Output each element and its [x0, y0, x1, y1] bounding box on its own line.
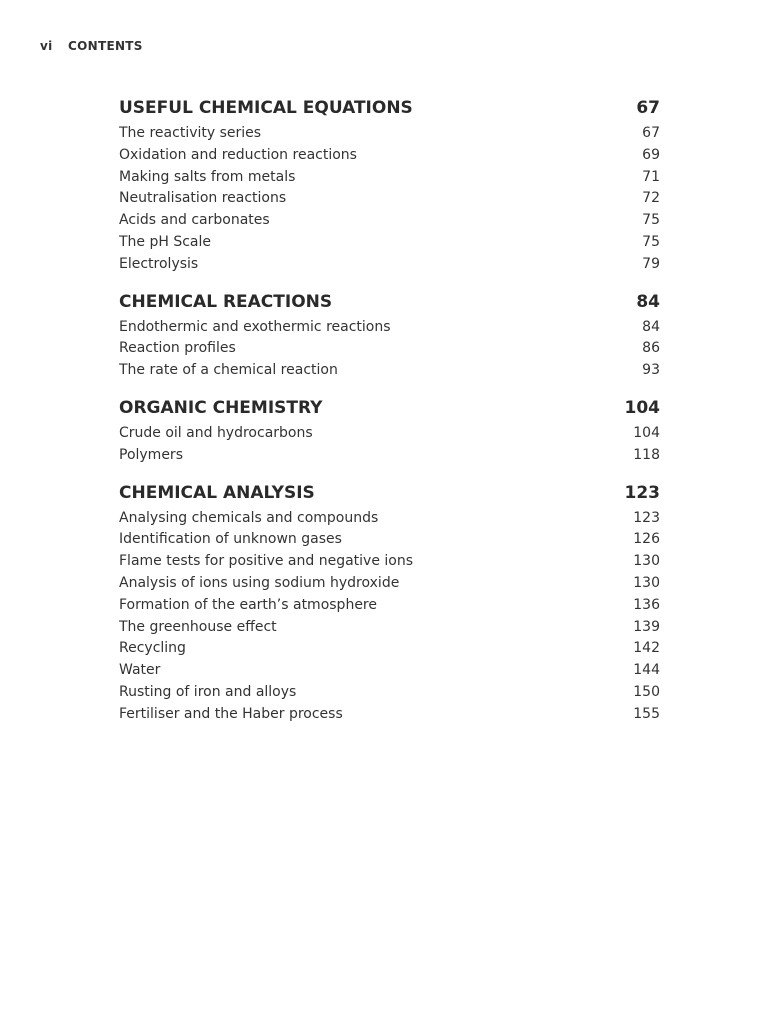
toc-entry[interactable] [119, 425, 660, 447]
section-title: CHEMICAL ANALYSIS [119, 482, 315, 503]
toc-entry[interactable] [119, 125, 660, 147]
page-title: CONTENTS [68, 39, 143, 53]
entry-title: Reaction profiles [119, 340, 236, 357]
toc-entry[interactable] [119, 190, 660, 212]
toc-entry[interactable] [119, 597, 660, 619]
toc-entry[interactable] [119, 640, 660, 662]
entry-page-number: 104 [633, 424, 660, 441]
entry-title: Neutralisation reactions [119, 190, 287, 207]
section-page-number: 123 [624, 482, 660, 503]
entry-page-number: 67 [642, 125, 660, 141]
entry-title: Oxidation and reduction reactions [119, 146, 357, 163]
entry-title: Analysing chemicals and compounds [119, 509, 379, 526]
entry-page-number: 136 [633, 596, 660, 613]
toc-entry[interactable] [119, 147, 660, 169]
entry-page-number: 75 [642, 212, 660, 229]
toc-entry[interactable] [119, 531, 660, 553]
toc-section-heading[interactable] [119, 98, 660, 125]
section-title: USEFUL CHEMICAL EQUATIONS [119, 98, 413, 118]
entry-page-number: 139 [633, 618, 660, 635]
toc-entry[interactable] [119, 340, 660, 362]
entry-title: The reactivity series [119, 125, 262, 141]
section-page-number: 84 [636, 291, 660, 312]
toc-entry[interactable] [119, 619, 660, 641]
entry-page-number: 69 [642, 146, 660, 163]
entry-title: Polymers [119, 446, 183, 463]
toc-section-useful-chemical-equations [119, 98, 660, 278]
toc-section-heading[interactable] [119, 292, 660, 319]
entry-page-number: 84 [642, 318, 660, 335]
toc-section-chemical-reactions [119, 292, 660, 384]
toc-entry[interactable] [119, 256, 660, 278]
toc-entry[interactable] [119, 553, 660, 575]
toc-entry[interactable] [119, 362, 660, 384]
section-title: ORGANIC CHEMISTRY [119, 397, 323, 418]
entry-title: Endothermic and exothermic reactions [119, 318, 391, 335]
entry-page-number: 75 [642, 233, 660, 250]
toc-entry[interactable] [119, 212, 660, 234]
entry-page-number: 142 [633, 640, 660, 657]
entry-page-number: 123 [633, 509, 660, 526]
toc-section-heading[interactable] [119, 483, 660, 510]
entry-page-number: 79 [642, 255, 660, 272]
toc-entry[interactable] [119, 319, 660, 341]
entry-title: Identification of unknown gases [119, 531, 342, 548]
entry-title: Flame tests for positive and negative ions [119, 553, 414, 570]
toc-entry[interactable] [119, 684, 660, 706]
entry-title: Making salts from metals [119, 168, 296, 185]
entry-page-number: 71 [642, 168, 660, 185]
entry-page-number: 130 [633, 574, 660, 591]
entry-title: Rusting of iron and alloys [119, 683, 297, 700]
entry-title: Acids and carbonates [119, 212, 270, 229]
section-title: CHEMICAL REACTIONS [119, 291, 333, 312]
entry-page-number: 155 [633, 705, 660, 722]
entry-page-number: 130 [633, 553, 660, 570]
toc-entry[interactable] [119, 662, 660, 684]
toc-entry[interactable] [119, 706, 660, 728]
entry-page-number: 126 [633, 531, 660, 548]
entry-title: Fertiliser and the Haber process [119, 705, 343, 722]
section-page-number: 67 [636, 98, 660, 118]
entry-title: Recycling [119, 640, 186, 657]
entry-page-number: 118 [633, 446, 660, 463]
toc-entry[interactable] [119, 575, 660, 597]
section-page-number: 104 [624, 397, 660, 418]
table-of-contents [119, 98, 660, 742]
toc-entry[interactable] [119, 169, 660, 191]
toc-entry[interactable] [119, 510, 660, 532]
entry-title: Water [119, 662, 161, 679]
entry-title: The rate of a chemical reaction [119, 362, 338, 379]
page-folio: vi [40, 39, 53, 53]
entry-page-number: 86 [642, 340, 660, 357]
toc-entry[interactable] [119, 447, 660, 469]
entry-page-number: 144 [633, 662, 660, 679]
entry-title: The greenhouse effect [119, 618, 277, 635]
entry-title: Analysis of ions using sodium hydroxide [119, 574, 400, 591]
entry-title: The pH Scale [119, 233, 212, 250]
toc-section-heading[interactable] [119, 398, 660, 425]
entry-title: Crude oil and hydrocarbons [119, 424, 313, 441]
toc-entry[interactable] [119, 234, 660, 256]
toc-section-chemical-analysis [119, 483, 660, 728]
entry-page-number: 93 [642, 362, 660, 379]
running-head [40, 39, 143, 53]
entry-title: Formation of the earth’s atmosphere [119, 596, 377, 613]
entry-page-number: 150 [633, 683, 660, 700]
entry-title: Electrolysis [119, 255, 199, 272]
entry-page-number: 72 [642, 190, 660, 207]
toc-section-organic-chemistry [119, 398, 660, 469]
